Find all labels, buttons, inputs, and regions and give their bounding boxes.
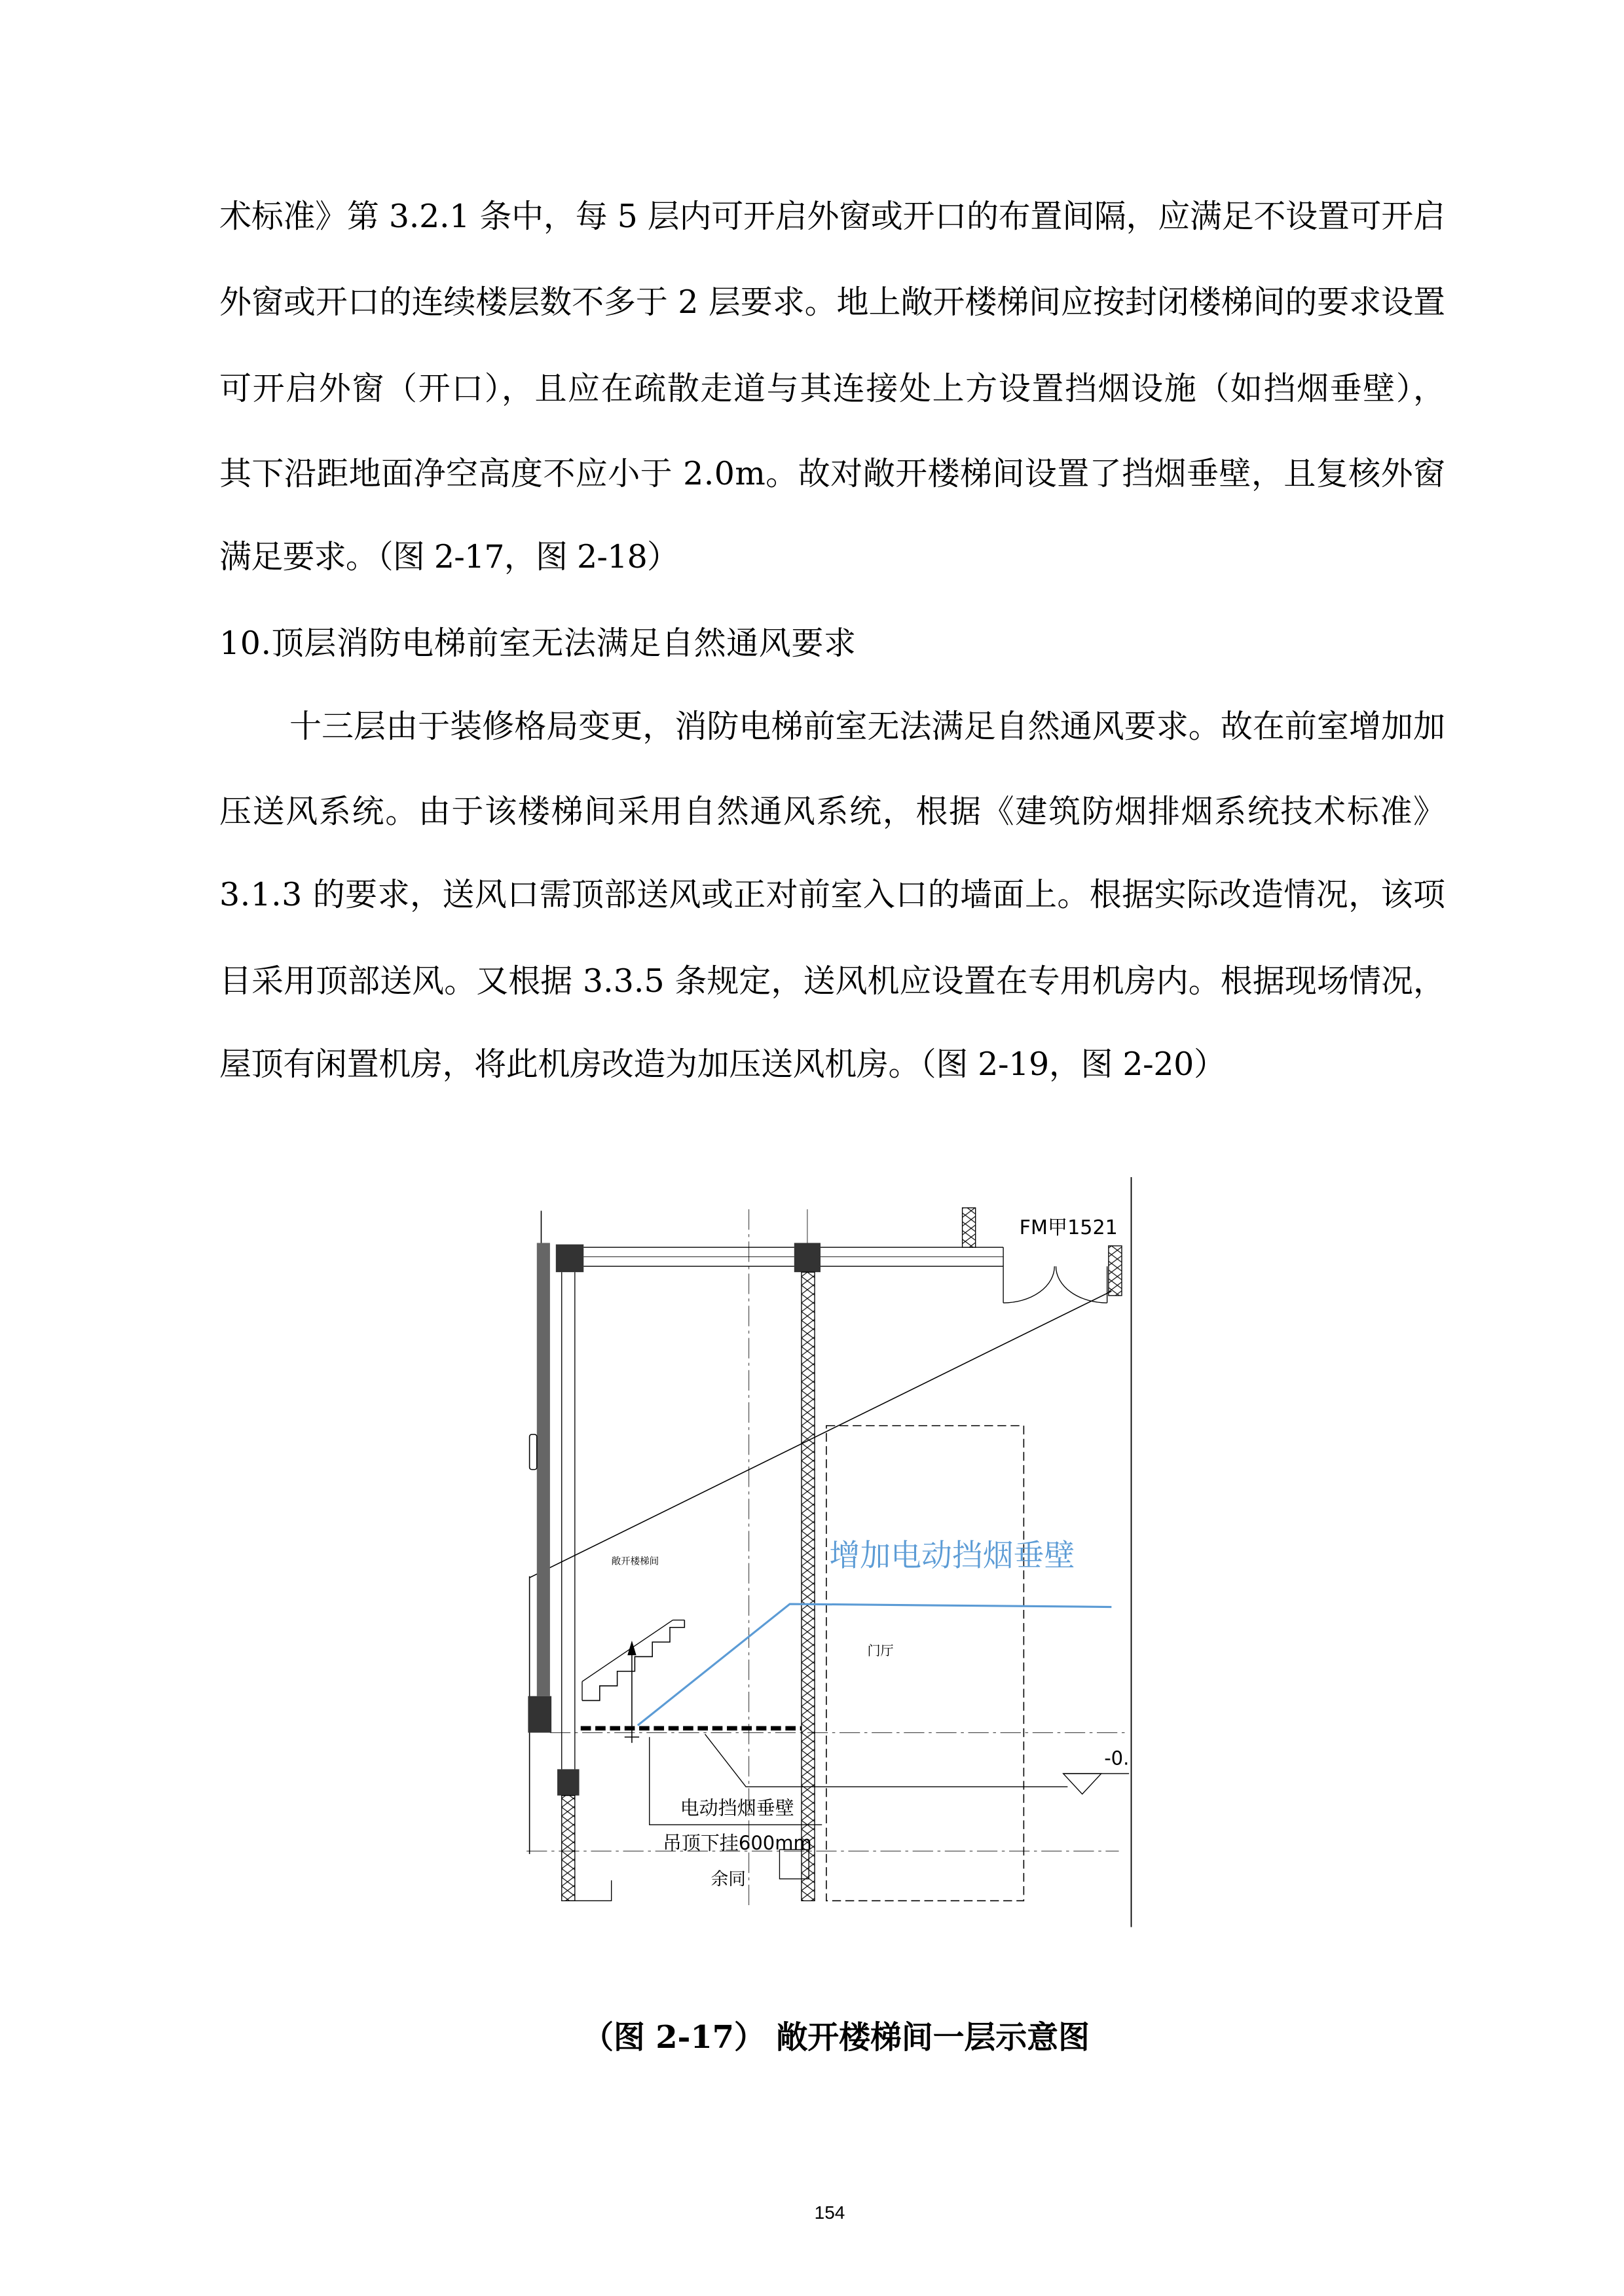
paragraph-text: 其下沿距地面净空高度不应小于 2.0m。故对敞开楼梯间设置了挡烟垂壁，且复核外窗 xyxy=(219,455,1446,492)
annotation-label: 增加电动挡烟垂壁 xyxy=(829,1537,1075,1574)
hatched-wall-end-top xyxy=(963,1208,976,1247)
hatched-wall-left xyxy=(562,1796,575,1901)
level-mark-label: -0. xyxy=(1104,1747,1130,1770)
exterior-wall xyxy=(537,1243,550,1696)
column-bottom-left xyxy=(557,1769,579,1795)
annotation-leader-line xyxy=(638,1604,1111,1725)
window-handle xyxy=(530,1434,537,1470)
lobby-label: 门厅 xyxy=(867,1643,894,1659)
body-line xyxy=(219,369,1447,409)
same-elsewhere-label: 余同 xyxy=(710,1868,747,1889)
column-top-middle xyxy=(794,1243,821,1272)
door-swing-arc-left xyxy=(1003,1266,1054,1303)
page-number: 154 xyxy=(814,2202,845,2223)
body-line xyxy=(219,454,1445,494)
door-code-label: FM甲1521 xyxy=(1019,1216,1118,1240)
paragraph-text: 十三层由于装修格局变更，消防电梯前室无法满足自然通风要求。故在前室增加加 xyxy=(289,708,1446,745)
column-lower-left xyxy=(528,1696,551,1733)
lobby-dashed-outline xyxy=(826,1426,1024,1901)
stair-steps xyxy=(582,1620,684,1701)
section-heading xyxy=(219,624,857,663)
paragraph-text: 术标准》第 3.2.1 条中，每 5 层内可开启外窗或开口的布置间隔，应满足不设置可开启 xyxy=(219,198,1445,235)
smoke-curtain-label: 电动挡烟垂壁 xyxy=(680,1796,794,1819)
paragraph-text: 3.1.3 的要求，送风口需顶部送风或正对前室入口的墙面上。根据实际改造情况，该项 xyxy=(219,876,1446,913)
body-line xyxy=(219,197,1445,236)
figure-caption xyxy=(582,2018,1090,2057)
hatched-wall-end-right xyxy=(1109,1246,1122,1296)
paragraph-text: 满足要求。（图 2-17，图 2-18） xyxy=(219,538,679,575)
stair-stringer xyxy=(582,1620,673,1682)
hatched-wall-middle xyxy=(802,1272,815,1901)
stair-arrow-head xyxy=(627,1641,636,1655)
smoke-curtain-leader xyxy=(705,1734,1068,1787)
column-top-left xyxy=(556,1245,583,1272)
level-mark-triangle xyxy=(1063,1774,1101,1794)
paragraph-text: 可开启外窗（开口），且应在疏散走道与其连接处上方设置挡烟设施（如挡烟垂壁）， xyxy=(219,370,1447,407)
paragraph-text: 屋顶有闲置机房，将此机房改造为加压送风机房。（图 2-19，图 2-20） xyxy=(219,1046,1226,1083)
body-line xyxy=(219,283,1445,322)
body-line xyxy=(219,792,1447,831)
figure-caption-text: （图 2-17） 敞开楼梯间一层示意图 xyxy=(582,2019,1090,2056)
floor-plan-drawing xyxy=(526,1177,1134,1930)
body-line xyxy=(219,962,1445,1001)
paragraph-text: 外窗或开口的连续楼层数不多于 2 层要求。地上敞开楼梯间应按封闭楼梯间的要求设置 xyxy=(219,283,1445,321)
body-line xyxy=(219,875,1445,915)
stair-room-label: 敞开楼梯间 xyxy=(611,1556,659,1567)
body-line xyxy=(219,538,678,577)
section-heading-text: 10.顶层消防电梯前室无法满足自然通风要求 xyxy=(219,625,857,662)
ceiling-drop-label: 吊顶下挂600mm xyxy=(662,1832,812,1855)
body-line xyxy=(289,707,1445,746)
paragraph-text: 压送风系统。由于该楼梯间采用自然通风系统，根据《建筑防烟排烟系统技术标准》 xyxy=(219,793,1447,830)
body-line xyxy=(219,1045,1226,1084)
paragraph-text: 目采用顶部送风。又根据 3.3.5 条规定，送风机应设置在专用机房内。根据现场情况， xyxy=(219,962,1446,1000)
